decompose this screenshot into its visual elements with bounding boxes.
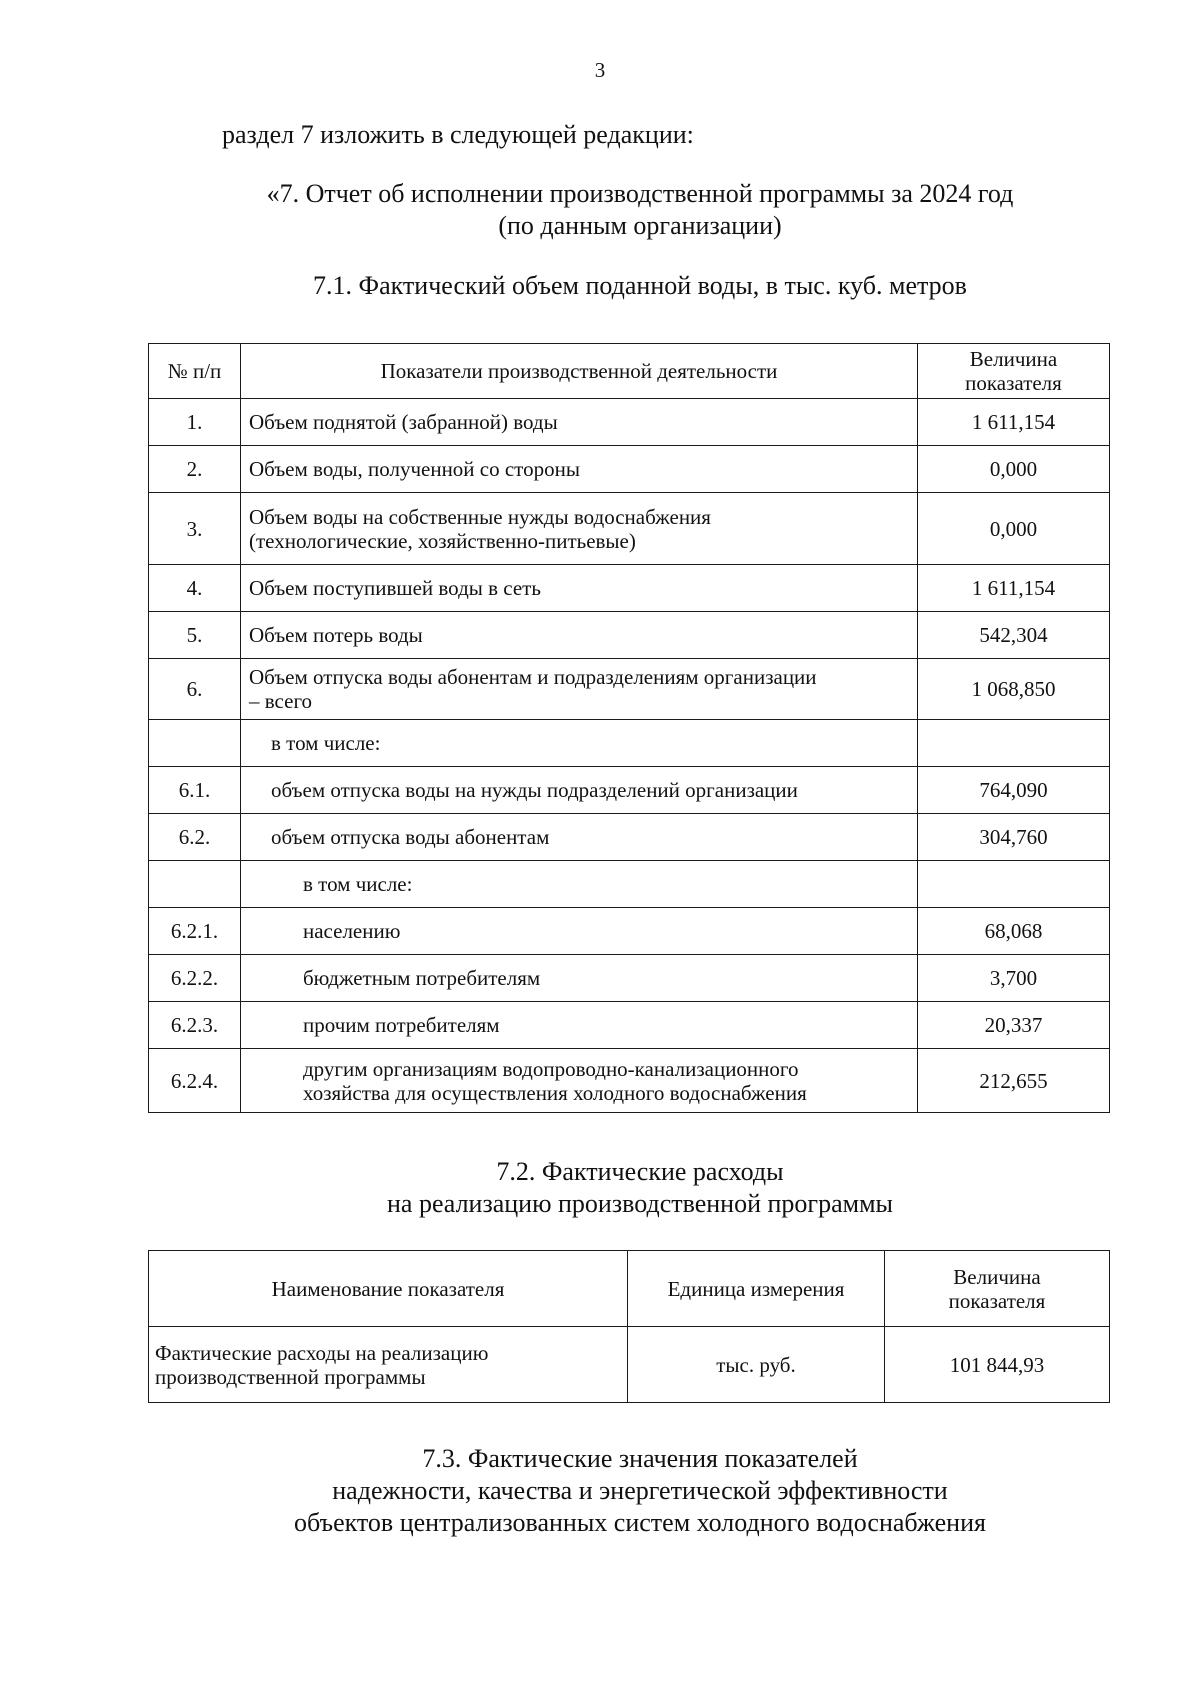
header-value-line2: показателя (965, 371, 1062, 395)
table-row (149, 399, 1110, 446)
row-value: 304,760 (918, 814, 1110, 861)
row-value (918, 861, 1110, 908)
row-number (149, 861, 241, 908)
row-indicator-line1: Объем воды на собственные нужды водоснабжения (249, 504, 711, 529)
row-value: 3,700 (918, 955, 1110, 1002)
row-value (918, 720, 1110, 767)
page-number: 3 (594, 58, 606, 82)
row-indicator (241, 493, 918, 565)
row-indicator: в том числе: (241, 720, 918, 767)
row-number: 2. (149, 446, 241, 493)
row-indicator-line2: хозяйства для осуществления холодного водоснабжения (303, 1080, 807, 1105)
row-number: 6.1. (149, 767, 241, 814)
section-7-2-title-line2: на реализацию производственной программы (386, 1189, 893, 1218)
row-indicator: Объем потерь воды (241, 612, 918, 659)
table-row (149, 908, 1110, 955)
table-row (149, 861, 1110, 908)
header-num: № п/п (149, 344, 241, 399)
row-number: 6.2.2. (149, 955, 241, 1002)
row-indicator (241, 1049, 918, 1113)
row-number: 1. (149, 399, 241, 446)
header-value-line1: Величина (969, 347, 1058, 371)
row-indicator: населению (241, 908, 918, 955)
header-indicator-name: Наименование показателя (149, 1251, 628, 1327)
row-value: 101 844,93 (885, 1327, 1110, 1403)
table-row (149, 1327, 1110, 1403)
header-value-line2: показателя (948, 1288, 1046, 1313)
table-row (149, 767, 1110, 814)
header-unit: Единица измерения (628, 1251, 885, 1327)
row-indicator-line1: Объем отпуска воды абонентам и подразделениям организации (249, 665, 817, 689)
row-number: 6. (149, 659, 241, 720)
row-indicator-line2: – всего (249, 689, 313, 713)
row-indicator: Объем поступившей воды в сеть (241, 565, 918, 612)
header-value (885, 1251, 1110, 1327)
row-number: 5. (149, 612, 241, 659)
header-indicator: Показатели производственной деятельности (241, 344, 918, 399)
row-value: 1 611,154 (918, 399, 1110, 446)
row-indicator: объем отпуска воды абонентам (241, 814, 918, 861)
row-value: 212,655 (918, 1049, 1110, 1113)
row-indicator-line1: другим организациям водопроводно-канализационного (303, 1056, 799, 1081)
table-row (149, 565, 1110, 612)
row-indicator-name-line1: Фактические расходы на реализацию (155, 1340, 489, 1365)
row-indicator: Объем поднятой (забранной) воды (241, 399, 918, 446)
table-row (149, 493, 1110, 565)
row-number (149, 720, 241, 767)
row-indicator (241, 659, 918, 720)
row-indicator-line2: (технологические, хозяйственно-питьевые) (249, 528, 636, 553)
table-header-row (149, 344, 1110, 399)
section-7-title (140, 178, 1140, 242)
water-volume-table (148, 343, 1110, 1113)
section-7-3-title-line1: 7.3. Фактические значения показателей (422, 1444, 858, 1473)
row-value: 20,337 (918, 1002, 1110, 1049)
table-row (149, 1049, 1110, 1113)
section-7-2-title (140, 1156, 1140, 1220)
table-row (149, 612, 1110, 659)
section-7-3-title (140, 1443, 1140, 1539)
row-indicator-name-line2: производственной программы (155, 1364, 426, 1389)
row-indicator: в том числе: (241, 861, 918, 908)
row-indicator: объем отпуска воды на нужды подразделений организации (241, 767, 918, 814)
table-row (149, 720, 1110, 767)
section-7-title-line2: (по данным организации) (498, 211, 782, 240)
costs-table (148, 1250, 1110, 1403)
row-number: 6.2.3. (149, 1002, 241, 1049)
intro-text: раздел 7 изложить в следующей редакции: (222, 120, 694, 149)
row-indicator: Объем воды, полученной со стороны (241, 446, 918, 493)
row-number: 6.2.1. (149, 908, 241, 955)
row-indicator: бюджетным потребителям (241, 955, 918, 1002)
section-7-title-line1: «7. Отчет об исполнении производственной программы за 2024 год (266, 179, 1014, 208)
row-value: 1 611,154 (918, 565, 1110, 612)
row-indicator-name (149, 1327, 628, 1403)
row-unit: тыс. руб. (628, 1327, 885, 1403)
row-value: 0,000 (918, 446, 1110, 493)
row-value: 0,000 (918, 493, 1110, 565)
section-7-3-title-line2: надежности, качества и энергетической эффективности (332, 1476, 948, 1505)
row-number: 4. (149, 565, 241, 612)
row-indicator: прочим потребителям (241, 1002, 918, 1049)
table-row (149, 659, 1110, 720)
table-row (149, 1002, 1110, 1049)
section-7-2-title-line1: 7.2. Фактические расходы (496, 1157, 784, 1186)
table-row (149, 814, 1110, 861)
row-number: 6.2.4. (149, 1049, 241, 1113)
header-value-line1: Величина (953, 1264, 1041, 1289)
row-value: 1 068,850 (918, 659, 1110, 720)
section-7-1-title: 7.1. Фактический объем поданной воды, в тыс. куб. метров (313, 271, 967, 300)
row-value: 68,068 (918, 908, 1110, 955)
header-value (918, 344, 1110, 399)
section-7-3-title-line3: объектов централизованных систем холодного водоснабжения (294, 1508, 986, 1537)
table-row (149, 446, 1110, 493)
table-header-row (149, 1251, 1110, 1327)
table-row (149, 955, 1110, 1002)
row-number: 6.2. (149, 814, 241, 861)
row-value: 542,304 (918, 612, 1110, 659)
row-number: 3. (149, 493, 241, 565)
row-value: 764,090 (918, 767, 1110, 814)
